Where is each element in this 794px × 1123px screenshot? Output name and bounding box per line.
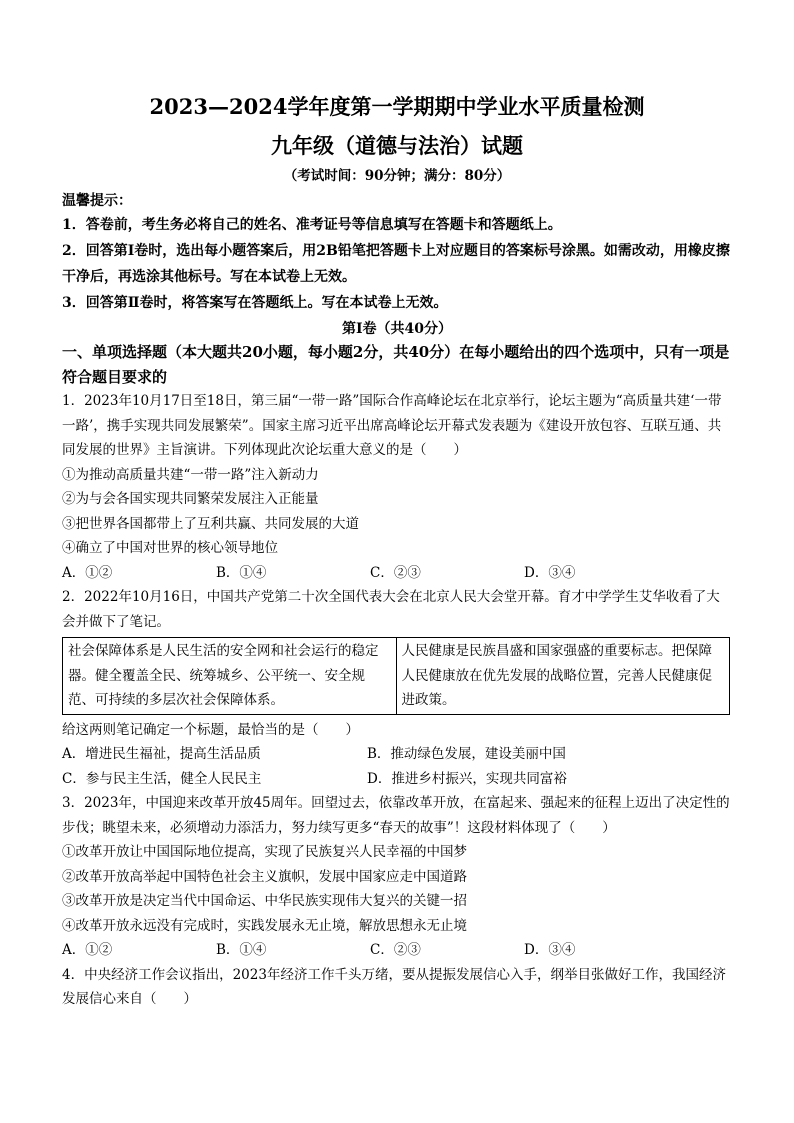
question-stem: 1．2023年10月17日至18日，第三届“一带一路”国际合作高峰论坛在北京举行，论坛主题为“高质量共建‘一带一路’，携手实现共同发展繁荣”。国家主席习近平出席高峰论坛开幕式发表题为《建设开放包容、互联互通、共同发展的世界》主旨演讲。下列体现此次论坛重大意义的是（ ） xyxy=(62,393,722,458)
choice-option: A．①② xyxy=(62,564,113,581)
question-stem: 3．2023年，中国迎来改革开放45周年。回望过去，依靠改革开放，在富起来、强起来的征程上迈出了决定性的步伐；眺望未来，必须增动力添活力，努力续写更多“春天的故事”！这段材料体现了（ ） xyxy=(62,795,730,836)
tip-item: 2．回答第Ⅰ卷时，选出每小题答案后，用2B铅笔把答题卡上对应题目的答案标号涂黑。如需改动，用橡皮擦干净后，再选涂其他标号。写在本试卷上无效。 xyxy=(62,243,730,285)
statement: ③改革开放是决定当代中国命运、中华民族实现伟大复兴的关键一招 xyxy=(62,893,467,909)
statement: ①改革开放让中国国际地位提高，实现了民族复兴人民幸福的中国梦 xyxy=(62,844,467,860)
notes-table xyxy=(62,637,730,715)
choice-row xyxy=(62,561,732,586)
statement: ②改革开放高举起中国特色社会主义旗帜，发展中国家应走中国道路 xyxy=(62,868,467,885)
choice-option: C．参与民主生活，健全人民民主 xyxy=(62,770,262,787)
choice-option: A．增进民生福祉，提高生活品质 xyxy=(62,746,261,762)
note-cell: 人民健康是民族昌盛和国家强盛的重要标志。把保障人民健康放在优先发展的战略位置，完善人民健康促进政策。 xyxy=(396,638,730,715)
choice-option: C．②③ xyxy=(370,564,421,581)
choice-grid xyxy=(62,742,732,791)
choice-option: B．推动绿色发展，建设美丽中国 xyxy=(367,746,566,762)
tip-item: 3．回答第Ⅱ卷时，将答案写在答题纸上。写在本试卷上无效。 xyxy=(62,295,448,311)
question-followup: 给这两则笔记确定一个标题，最恰当的是（ ） xyxy=(62,721,359,738)
statement: ②为与会各国实现共同繁荣发展注入正能量 xyxy=(62,491,319,507)
choice-option: D．③④ xyxy=(524,564,576,581)
note-cell: 社会保障体系是人民生活的安全网和社会运行的稳定器。健全覆盖全民、统筹城乡、公平统一、安全规范、可持续的多层次社会保障体系。 xyxy=(63,638,397,715)
exam-info: （考试时间：90分钟；满分：80分） xyxy=(283,168,511,184)
choice-option: D．③④ xyxy=(524,942,576,958)
exam-page xyxy=(62,92,732,1012)
tips-heading: 温馨提示： xyxy=(62,193,132,209)
choice-option: C．②③ xyxy=(370,942,421,958)
choice-option: A．①② xyxy=(62,942,113,958)
question-stem: 4．中央经济工作会议指出，2023年经济工作千头万绪，要从提振发展信心入手，纲举目张做好工作，我国经济发展信心来自（ ） xyxy=(62,966,726,1007)
choice-row xyxy=(62,938,732,963)
statement: ④改革开放永远没有完成时，实践发展永无止境，解放思想永无止境 xyxy=(62,917,467,934)
section-title: 第Ⅰ卷（共40分） xyxy=(341,321,453,337)
exam-subject-title: 九年级（道德与法治）试题 xyxy=(271,133,523,158)
statement: ①为推动高质量共建“一带一路”注入新动力 xyxy=(62,466,319,483)
statement: ④确立了中国对世界的核心领导地位 xyxy=(62,540,278,556)
choice-option: B．①④ xyxy=(216,942,267,958)
part-heading: 一、单项选择题（本大题共20小题，每小题2分，共40分）在每小题给出的四个选项中，只有一项是符合题目要求的 xyxy=(62,343,730,386)
choice-option: B．①④ xyxy=(216,564,267,581)
exam-title: 2023—2024学年度第一学期期中学业水平质量检测 xyxy=(149,94,645,119)
statement: ③把世界各国都带上了互利共赢、共同发展的大道 xyxy=(62,515,359,532)
tip-item: 1．答卷前，考生务必将自己的姓名、准考证号等信息填写在答题卡和答题纸上。 xyxy=(62,217,562,233)
question-stem: 2．2022年10月16日，中国共产党第二十次全国代表大会在北京人民大会堂开幕。育才中学学生艾华收看了大会并做下了笔记。 xyxy=(62,589,720,630)
choice-option: D．推进乡村振兴，实现共同富裕 xyxy=(367,770,567,787)
